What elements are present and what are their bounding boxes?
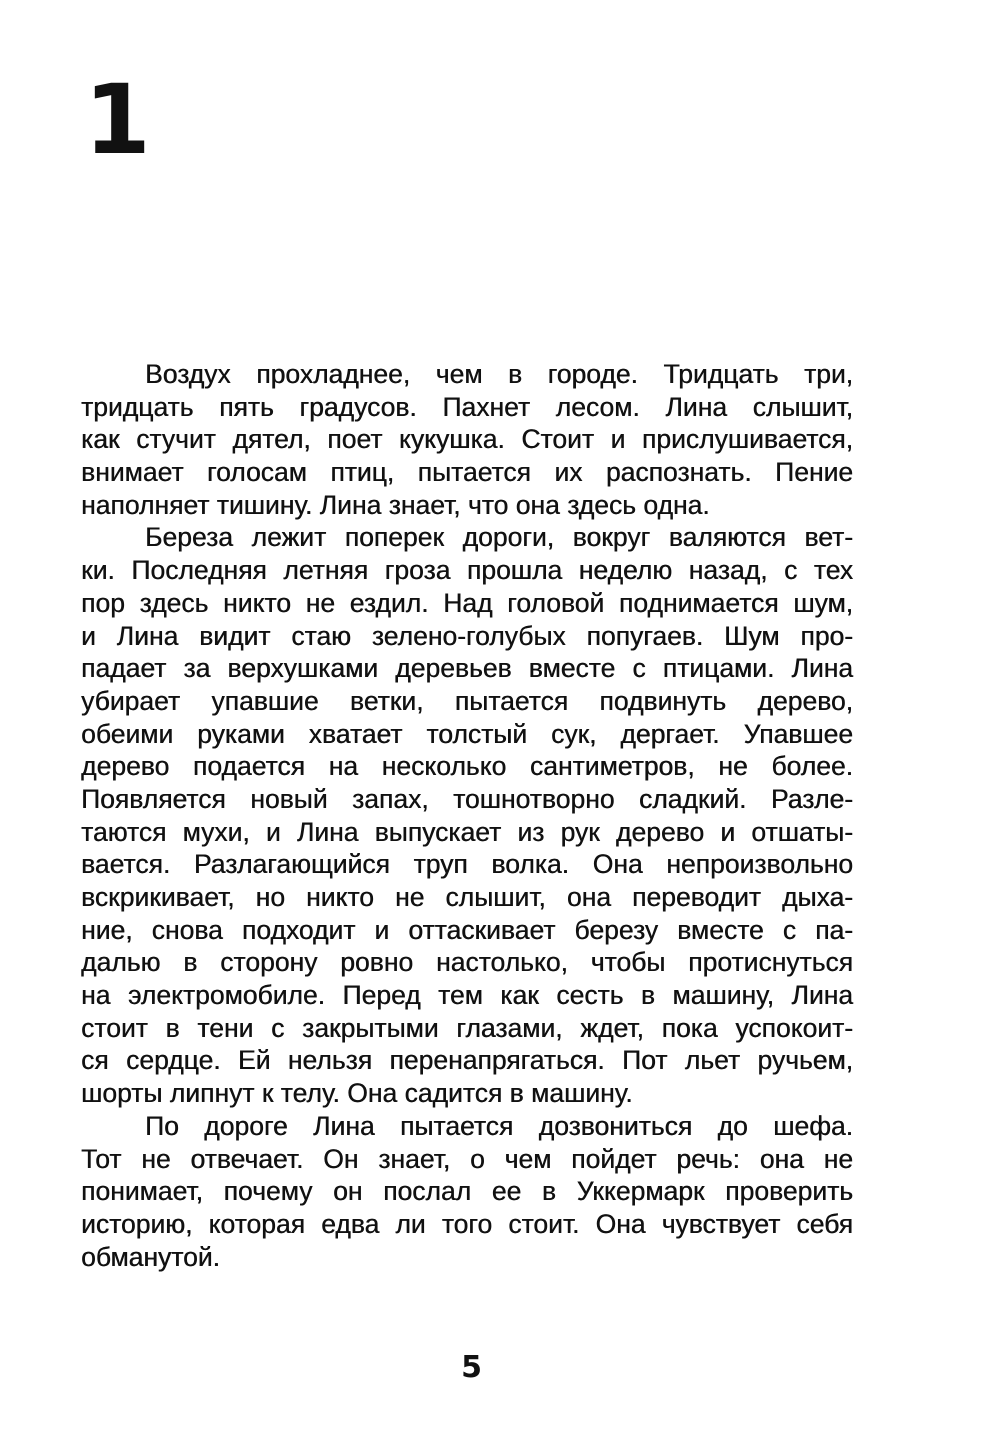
text-line: тридцать пять градусов. Пахнет лесом. Лина слышит, (81, 391, 853, 422)
page-number: 5 (461, 1350, 482, 1385)
text-line: внимает голосам птиц, пытается их распознать. Пение (81, 457, 853, 488)
text-line: таются мухи, и Лина выпускает из рук дерево и отшаты- (81, 816, 853, 847)
text-line: ся сердце. Ей нельзя перенапрягаться. Пот льет ручьем, (81, 1045, 853, 1076)
text-line: обманутой. (81, 1241, 220, 1272)
text-line: пор здесь никто не ездил. Над головой поднимается шум, (81, 587, 853, 618)
text-line: Воздух прохладнее, чем в городе. Тридцать три, (145, 359, 853, 389)
text-line: и Лина видит стаю зелено-голубых попугаев. Шум про- (81, 620, 853, 651)
text-line: шорты липнут к телу. Она садится в машину. (81, 1078, 633, 1109)
text-line: на электромобиле. Перед тем как сесть в машину, Лина (81, 980, 853, 1011)
paragraph (81, 1110, 853, 1273)
text-line: вскрикивает, но никто не слышит, она переводит дыха- (81, 882, 853, 912)
text-line: наполняет тишину. Лина знает, что она здесь одна. (81, 489, 710, 520)
chapter-number: 1 (84, 64, 149, 176)
text-line: Появляется новый запах, тошнотворно сладкий. Разле- (81, 783, 853, 814)
text-line: По дороге Лина пытается дозвониться до шефа. (145, 1110, 853, 1141)
text-line: ки. Последняя летняя гроза прошла неделю назад, с тех (81, 555, 853, 586)
text-line: историю, которая едва ли того стоит. Она чувствует себя (81, 1208, 853, 1239)
text-line: как стучит дятел, поет кукушка. Стоит и прислушивается, (81, 424, 853, 455)
text-line: Тот не отвечает. Он знает, о чем пойдет речь: она не (81, 1143, 853, 1174)
text-line: далью в сторону ровно настолько, чтобы протиснуться (81, 947, 853, 978)
body-text (81, 358, 853, 1273)
text-line: падает за верхушками деревьев вместе с птицами. Лина (81, 653, 853, 684)
text-line: ние, снова подходит и оттаскивает березу вместе с па- (81, 914, 853, 945)
text-line: вается. Разлагающийся труп волка. Она непроизвольно (81, 849, 853, 880)
text-line: стоит в тени с закрытыми глазами, ждет, пока успокоит- (81, 1012, 853, 1043)
text-line: понимает, почему он послал ее в Уккермарк проверить (81, 1176, 853, 1207)
paragraph (81, 358, 853, 521)
text-line: обеими руками хватает толстый сук, дергает. Упавшее (81, 718, 853, 749)
paragraph (81, 521, 853, 1109)
text-line: убирает упавшие ветки, пытается подвинуть дерево, (81, 685, 853, 716)
text-line: дерево подается на несколько сантиметров, не более. (81, 751, 853, 782)
text-line: Береза лежит поперек дороги, вокруг валяются вет- (145, 522, 853, 553)
